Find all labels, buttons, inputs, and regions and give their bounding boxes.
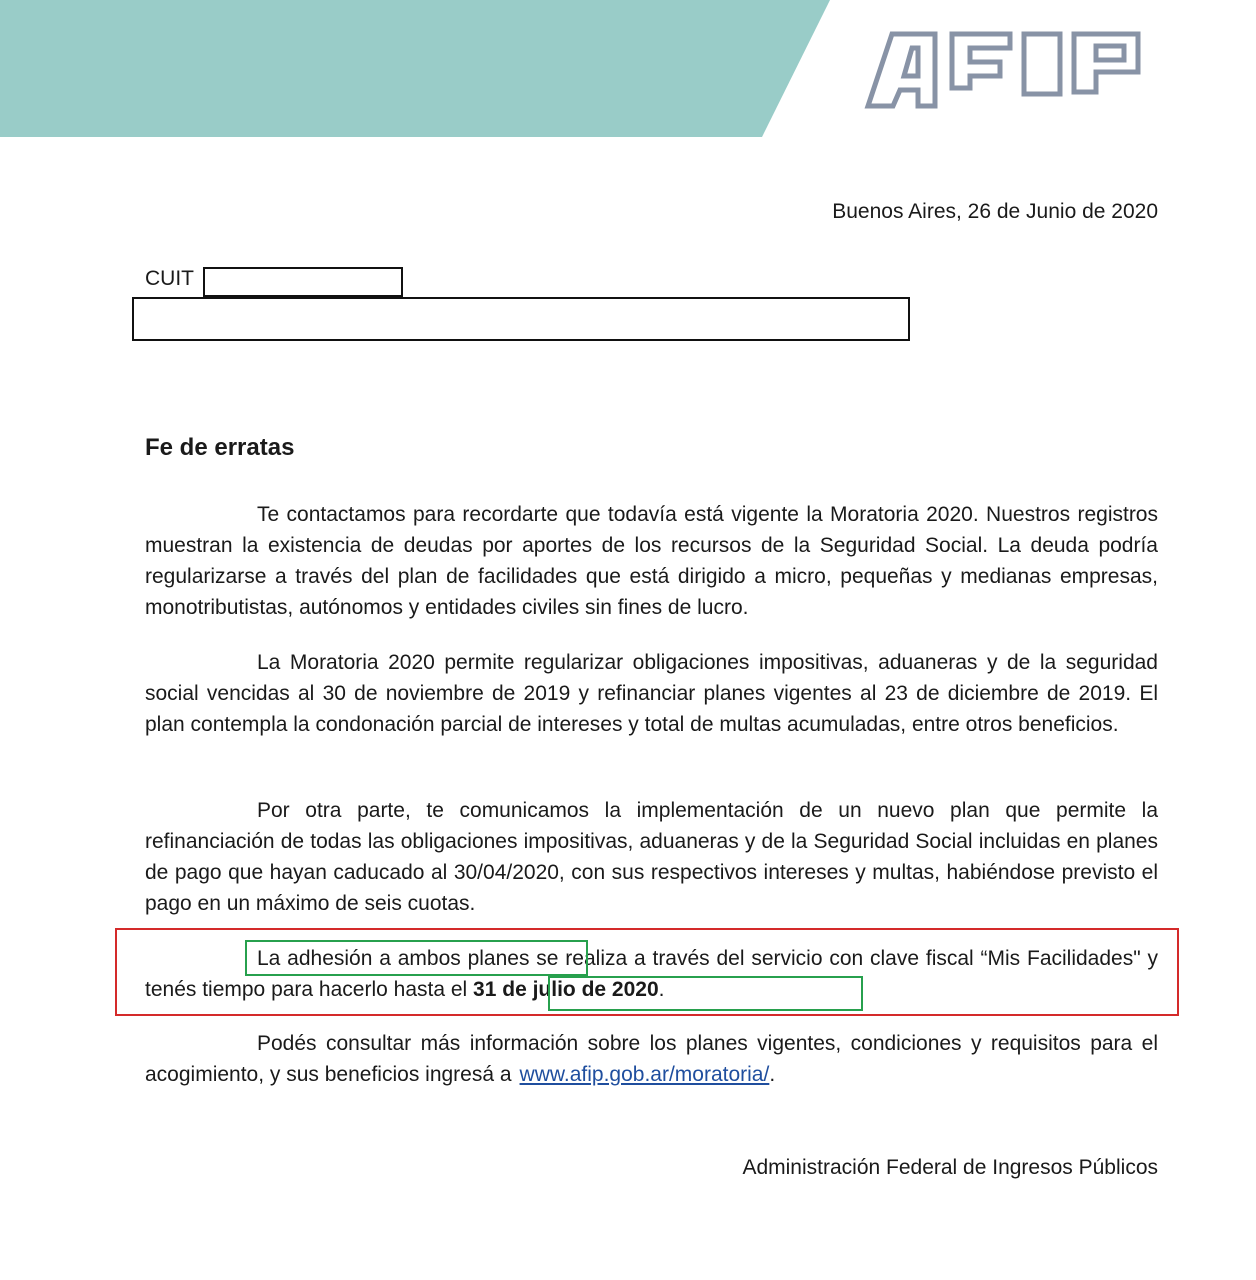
afip-logo xyxy=(860,28,1145,110)
paragraph-4-text: La adhesión a ambos planes se realiza a través del servicio con clave fiscal “Mis Facilidades" y tenés tiempo para hacerlo hasta el xyxy=(145,947,1158,1001)
paragraph-5-text: Podés consultar más información sobre los planes vigentes, condiciones y requisitos para el acogimiento, y sus beneficios ingresá a xyxy=(145,1032,1158,1086)
moratoria-link[interactable]: www.afip.gob.ar/moratoria/ xyxy=(519,1063,770,1086)
paragraph-1: Te contactamos para recordarte que todavía está vigente la Moratoria 2020. Nuestros registros muestran la existencia de deudas por aportes de los recursos de la Seguridad Social. La deuda podría regularizarse a través del plan de facilidades que está dirigido a micro, pequeñas y medianas empresas, monotributistas, autónomos y entidades civiles sin fines de lucro. xyxy=(145,503,1158,619)
paragraph-3: Por otra parte, te comunicamos la implementación de un nuevo plan que permite la refinanciación de todas las obligaciones impositivas, aduaneras y de la Seguridad Social incluidas en planes de pago que hayan caducado al 30/04/2020, con sus respectivos intereses y multas, habiéndose previsto el pago en un máximo de seis cuotas. xyxy=(145,799,1158,915)
deadline-date: 31 de julio de 2020 xyxy=(473,978,659,1001)
letter-date: Buenos Aires, 26 de Junio de 2020 xyxy=(832,200,1158,223)
paragraph-2: La Moratoria 2020 permite regularizar obligaciones impositivas, aduaneras y de la seguridad social vencidas al 30 de noviembre de 2019 y refinanciar planes vigentes al 23 de diciembre de 2019. El plan contempla la condonación parcial de intereses y total de multas acumuladas, entre otros beneficios. xyxy=(145,651,1158,736)
document-title: Fe de erratas xyxy=(145,434,295,461)
cuit-redacted-field xyxy=(203,267,403,297)
green-highlight-box-plans xyxy=(245,940,588,976)
green-highlight-box-deadline xyxy=(548,976,863,1011)
paragraph-5 xyxy=(145,1028,1158,1090)
paragraph-4-end: . xyxy=(658,978,665,1001)
cuit-label: CUIT xyxy=(145,267,194,290)
header-banner xyxy=(0,0,830,140)
recipient-redacted-field xyxy=(132,297,910,341)
paragraph-5-end: . xyxy=(769,1063,776,1086)
signature: Administración Federal de Ingresos Públicos xyxy=(742,1156,1158,1179)
